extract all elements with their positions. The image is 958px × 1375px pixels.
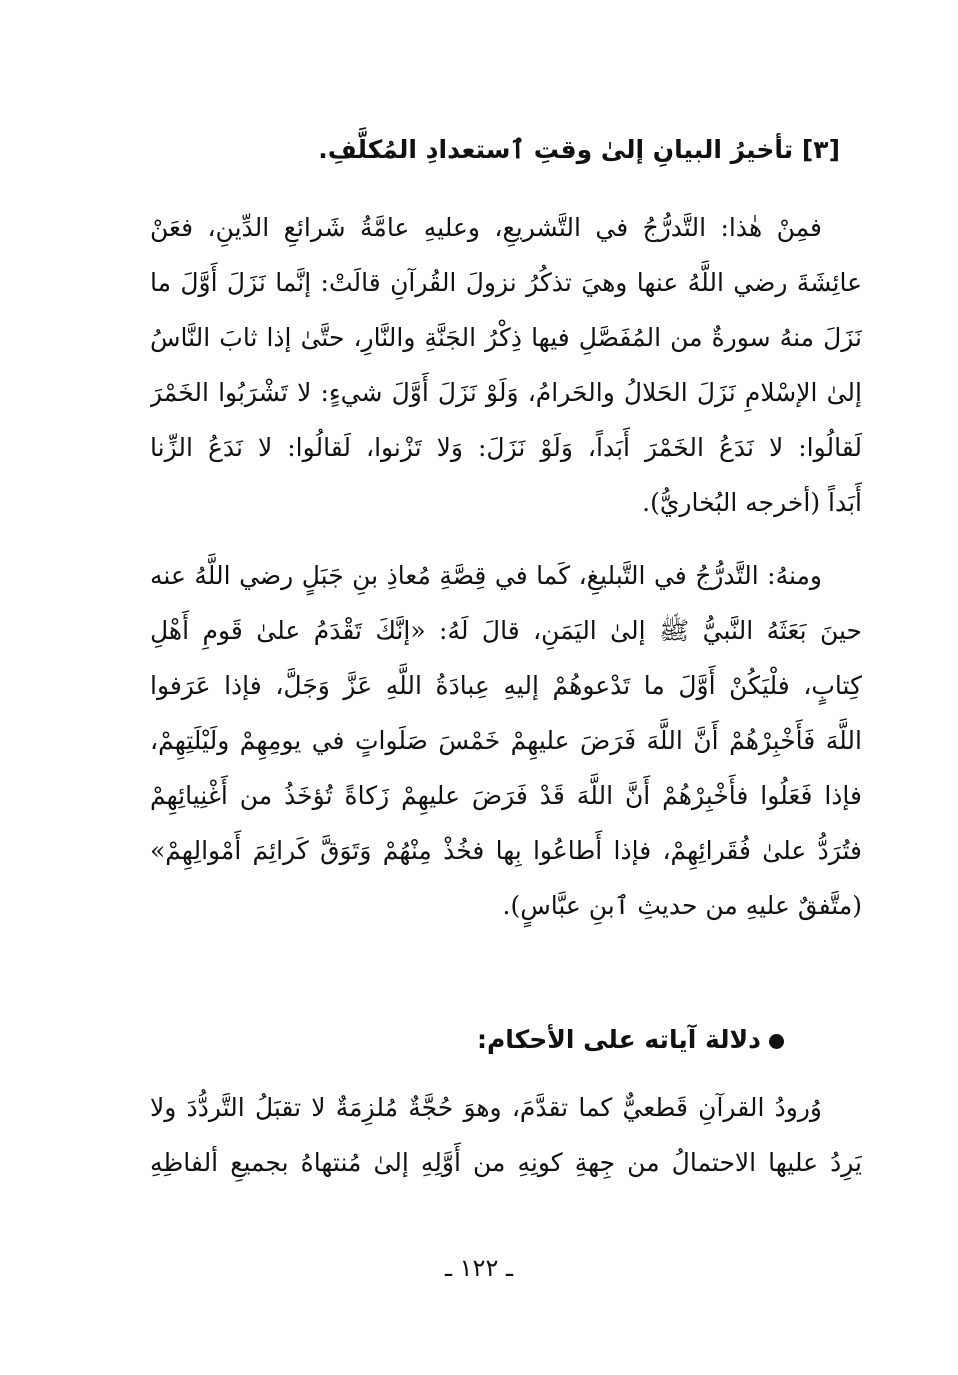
paragraph-tabligh xyxy=(150,548,862,933)
paragraph-line: عائِشَةَ رضي اللَّهُ عنها وهيَ تذكُرُ نزولَ القُرآنِ قالَتْ: إنَّما نَزَلَ أَوَّلَ ما xyxy=(150,268,862,297)
paragraph-line: ومنهُ: التَّدرُّجُ في التَّبليغِ، كَما في قِصَّةِ مُعاذِ بنِ جَبَلٍ رضي اللَّهُ عنه xyxy=(150,561,822,590)
paragraph-line: لَقالُوا: لا نَدَعُ الخَمْرَ أَبَداً، وَلَوْ نَزَلَ: وَلا تَزْنوا، لَقالُوا: لا نَدَعُ الزِّنا xyxy=(150,433,862,462)
paragraph-line: وُرودُ القرآنِ قَطعيٌّ كما تقدَّمَ، وهوَ حُجَّةٌ مُلزِمَةٌ لا تقبَلُ التَّردُّدَ ولا xyxy=(150,1093,822,1122)
bullet-heading xyxy=(150,1015,784,1065)
paragraph-line: إلىٰ الإسْلامِ نَزَلَ الحَلالُ والحَرامُ، وَلَوْ نَزَلَ أَوَّلَ شيءٍ: لا تَشْرَبُوا الخَمْرَ xyxy=(150,378,862,407)
section-heading: [٣] تأخيرُ البيانِ إلىٰ وقتِ ٱستعدادِ المُكلَّفِ. xyxy=(318,135,840,164)
bullet-heading-text: دلالة آياته على الأحكام: xyxy=(476,1025,761,1054)
paragraph-line: اللَّهَ فَأَخْبِرْهُمْ أَنَّ اللَّهَ فَرَضَ عليهِمْ خَمْسَ صَلَواتٍ في يومِهِمْ ولَيْلَتِهِمْ، xyxy=(150,726,862,755)
paragraph-line: يَرِدُ عليها الاحتمالُ من جِهةِ كونِهِ من أَوَّلِهِ إلىٰ مُنتهاهُ بجميعِ ألفاظِهِ xyxy=(150,1148,862,1177)
page-number: ـ ١٢٢ ـ xyxy=(444,1254,513,1282)
bullet-icon xyxy=(769,1034,784,1049)
paragraph-line: فتُرَدُّ علىٰ فُقَرائِهِمْ، فإذا أَطاعُوا بِها فخُذْ مِنْهُمْ وَتَوَقَّ كَرائِمَ أَمْوالِهِمْ» xyxy=(150,836,862,865)
paragraph-line: كِتابٍ، فلْيَكُنْ أَوَّلَ ما تَدْعوهُمْ إليهِ عِبادَةُ اللَّهِ عَزَّ وَجَلَّ، فإذا عَرَفوا xyxy=(150,671,862,700)
paragraph-line: حينَ بَعَثَهُ النَّبيُّ ﷺ إلىٰ اليَمَنِ، قالَ لَهُ: «إنَّكَ تَقْدَمُ علىٰ قَومِ أَهْلِ xyxy=(150,616,862,645)
paragraph-tashri xyxy=(150,200,862,530)
paragraph-line: فإذا فَعَلُوا فأَخْبِرْهُمْ أَنَّ اللَّهَ قَدْ فَرَضَ عليهِمْ زَكاةً تُؤخَذُ من أَغْنِيائِهِمْ xyxy=(150,781,862,810)
paragraph-dalala xyxy=(150,1080,862,1190)
paragraph-line: أَبَداً (أخرجه البُخاريُّ). xyxy=(642,488,862,517)
paragraph-line: (متَّفقٌ عليهِ من حديثِ ٱبنِ عبَّاسٍ). xyxy=(502,891,862,920)
paragraph-line: فمِنْ هٰذا: التَّدرُّجُ في التَّشريعِ، وعليهِ عامَّةُ شَرائعِ الدِّينِ، فعَنْ xyxy=(150,213,822,242)
paragraph-line: نَزَلَ منهُ سورةٌ من المُفَصَّلِ فيها ذِكْرُ الجَنَّةِ والنَّارِ، حتَّىٰ إذا ثابَ النَّاسُ xyxy=(150,323,862,352)
